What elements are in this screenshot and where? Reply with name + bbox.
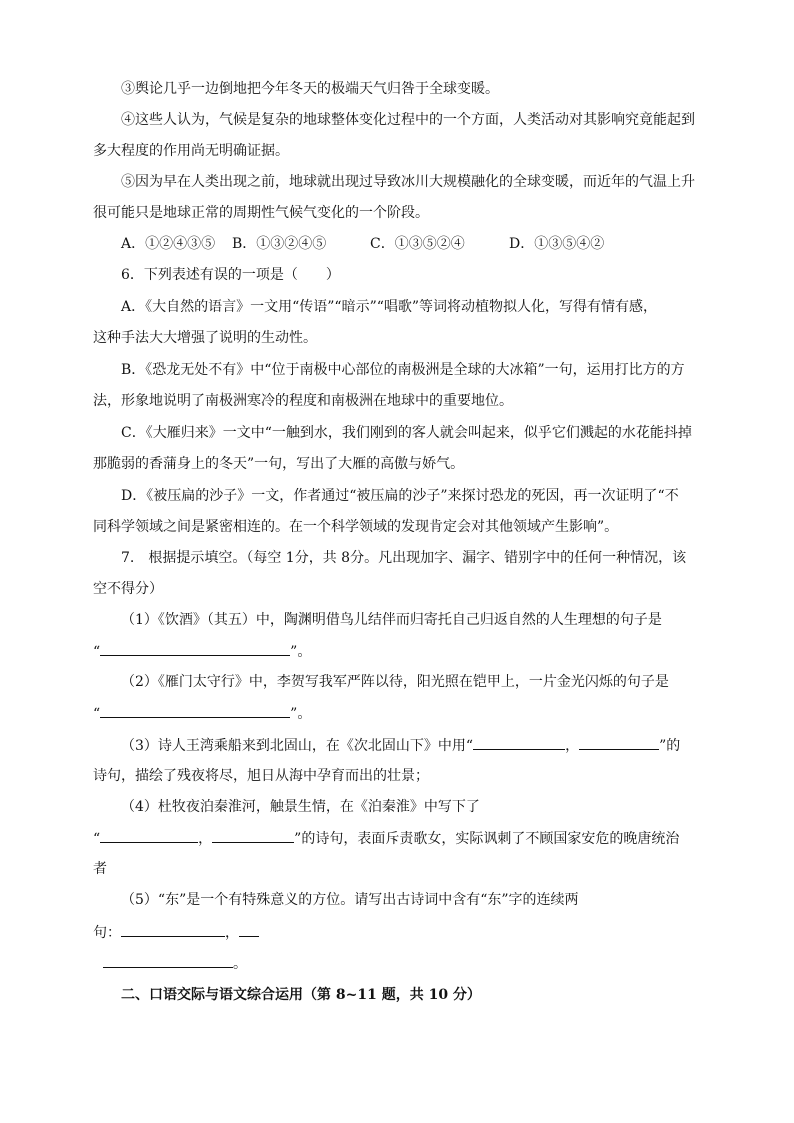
open-quote: “ bbox=[93, 706, 101, 722]
q7-s5-line2 bbox=[93, 922, 259, 943]
section2-heading: 二、口语交际与语文综合运用（第 8~11 题，共 10 分） bbox=[121, 987, 481, 1003]
q7-s1-text: （1）《饮酒》（其五）中，陶渊明借鸟儿结伴而归寄托自己归返自然的人生理想的句子是 bbox=[121, 612, 662, 628]
s4-answer-blank-2[interactable] bbox=[212, 828, 294, 843]
s3-text: （3）诗人王湾乘船来到北固山，在《次北固山下》中用 bbox=[121, 738, 466, 754]
q7-s2-text: （2）《雁门太守行》中，李贺写我军严阵以待，阳光照在铠甲上，一片金光闪烁的句子是 bbox=[121, 674, 669, 690]
q6-a-line1: A．《大自然的语言》一文用“传语”“暗示”“唱歌”等词将动植物拟人化，写得有情有感， bbox=[121, 299, 658, 315]
q5-option-c: C．①③⑤②④ bbox=[370, 236, 465, 252]
s5-text-pre: 句： bbox=[93, 925, 121, 941]
s5-answer-blank-3[interactable] bbox=[103, 953, 233, 968]
q6-stem: 6．下列表述有误的一项是（ ） bbox=[121, 267, 340, 283]
q5-item3: ③舆论几乎一边倒地把今年冬天的极端天气归咎于全球变暖。 bbox=[121, 81, 499, 97]
q7-s3-line1 bbox=[121, 735, 680, 756]
q7-s2-answer-line bbox=[93, 703, 311, 724]
comma: ， bbox=[565, 738, 580, 754]
q5-option-d: D．①③⑤④② bbox=[509, 236, 605, 252]
s4-answer-blank-1[interactable] bbox=[100, 828, 198, 843]
close-quote: ” bbox=[294, 831, 302, 847]
q5-item4-line1: ④这些人认为，气候是复杂的地球整体变化过程中的一个方面，人类活动对其影响究竟能起到 bbox=[121, 112, 695, 128]
q5-option-b: B．①③②④⑤ bbox=[232, 236, 327, 252]
q7-s4-line2 bbox=[93, 828, 679, 849]
comma: ， bbox=[225, 925, 239, 941]
close-quote-period: ”。 bbox=[290, 644, 312, 660]
close-quote-period: ”。 bbox=[290, 706, 312, 722]
s2-answer-blank[interactable] bbox=[100, 703, 290, 718]
q6-d-line2: 同科学领域之间是紧密相连的。在一个科学领域的发现肯定会对其他领域产生影响”。 bbox=[93, 519, 619, 535]
q6-c-line1: C．《大雁归来》一文中“一触到水，我们刚到的客人就会叫起来，似乎它们溅起的水花能抖掉 bbox=[121, 425, 692, 441]
s3-answer-blank-1[interactable] bbox=[473, 735, 565, 750]
s5-answer-blank-2[interactable] bbox=[239, 922, 259, 937]
open-quote: “ bbox=[93, 831, 101, 847]
period: 。 bbox=[233, 956, 247, 972]
q7-s4-line1: （4）杜牧夜泊秦淮河，触景生情，在《泊秦淮》中写下了 bbox=[121, 799, 480, 815]
q7-s3-line2: 诗句，描绘了残夜将尽，旭日从海中孕育而出的壮景； bbox=[93, 768, 429, 784]
comma: ， bbox=[198, 831, 213, 847]
q6-d-line1: D．《被压扁的沙子》一文，作者通过“被压扁的沙子”来探讨恐龙的死因，再一次证明了“不 bbox=[121, 488, 679, 504]
s4-text-post: 的诗句，表面斥责歌女，实际讽刺了不顾国家安危的晚唐统治 bbox=[301, 831, 680, 847]
s5-answer-blank-1[interactable] bbox=[121, 922, 225, 937]
open-quote: “ bbox=[93, 644, 101, 660]
q7-stem-line1: 7. 根据提示填空。（每空 1分，共 8分。凡出现加字、漏字、错别字中的任何一种情况，该 bbox=[121, 550, 687, 566]
q6-b-line2: 法，形象地说明了南极洲寒冷的程度和南极洲在地球中的重要地位。 bbox=[93, 393, 513, 409]
q7-s4-line3: 者 bbox=[93, 861, 107, 877]
q5-item5-line1: ⑤因为早在人类出现之前，地球就出现过导致冰川大规模融化的全球变暖，而近年的气温上升 bbox=[121, 174, 695, 190]
close-quote-de: ”的 bbox=[659, 738, 681, 754]
q5-item4-line2: 多大程度的作用尚无明确证据。 bbox=[93, 143, 289, 159]
open-quote: “ bbox=[465, 738, 474, 754]
q5-item5-line2: 很可能只是地球正常的周期性气候气变化的一个阶段。 bbox=[93, 205, 429, 221]
q7-s1-answer-line bbox=[93, 641, 311, 662]
q6-c-line2: 那脆弱的香蒲身上的冬天”一句，写出了大雁的高傲与娇气。 bbox=[93, 456, 465, 472]
s1-answer-blank[interactable] bbox=[100, 641, 290, 656]
q6-a-line2: 这种手法大大增强了说明的生动性。 bbox=[93, 330, 317, 346]
s3-answer-blank-2[interactable] bbox=[579, 735, 659, 750]
q5-option-a: A．①②④③⑤ bbox=[121, 236, 216, 252]
q7-s5-line1: （5）“东”是一个有特殊意义的方位。请写出古诗词中含有“东”字的连续两 bbox=[121, 892, 579, 908]
q7-s5-line3 bbox=[103, 953, 247, 974]
q6-b-line1: B．《恐龙无处不有》中“位于南极中心部位的南极洲是全球的大冰箱”一句，运用打比方的方 bbox=[121, 362, 685, 378]
q7-stem-line2: 空不得分） bbox=[93, 581, 163, 597]
